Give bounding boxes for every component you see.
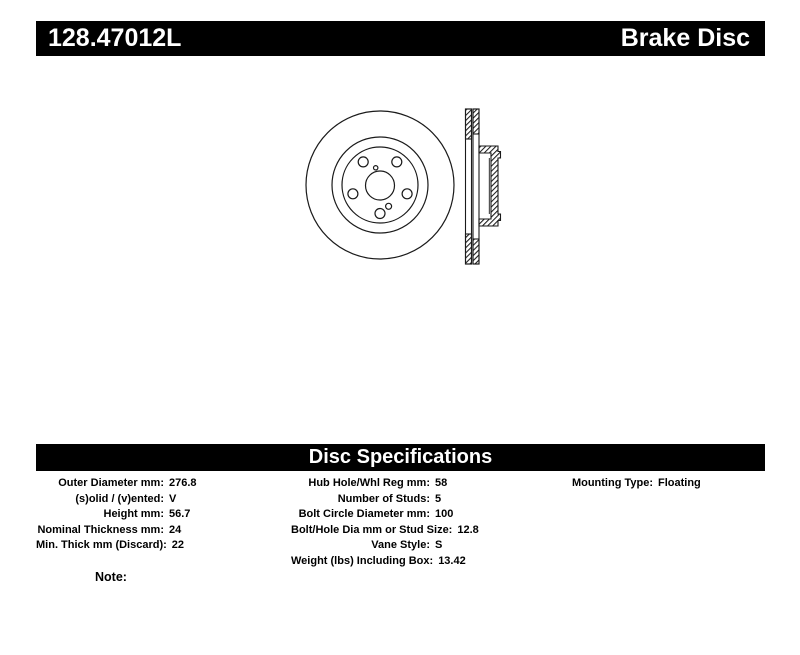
spec-section-title: Disc Specifications bbox=[308, 446, 493, 468]
spec-value: 5 bbox=[435, 492, 442, 505]
spec-column-left bbox=[36, 476, 291, 570]
stud-hole bbox=[392, 157, 402, 167]
spec-value: 13.42 bbox=[438, 554, 466, 567]
spec-value: S bbox=[435, 539, 443, 552]
inboard-plate-hatch-bottom bbox=[473, 239, 479, 264]
spec-value: 12.8 bbox=[457, 523, 479, 536]
spec-row bbox=[291, 476, 571, 492]
spec-row bbox=[36, 538, 291, 554]
stud-hole bbox=[402, 189, 412, 199]
spec-value: 22 bbox=[171, 539, 185, 552]
spec-value: 100 bbox=[435, 508, 454, 521]
center-hub-hole bbox=[366, 171, 395, 200]
disc-specifications-bar bbox=[36, 444, 765, 471]
part-number: 128.47012L bbox=[48, 24, 182, 52]
set-screw-hole bbox=[374, 166, 378, 170]
spec-label: Bolt Circle Diameter mm: bbox=[298, 508, 430, 521]
spec-row bbox=[291, 492, 571, 508]
spec-value: 56.7 bbox=[169, 508, 191, 521]
stud-hole bbox=[358, 157, 368, 167]
inboard-plate-hatch-top bbox=[473, 109, 479, 134]
spec-row bbox=[291, 507, 571, 523]
spec-value: 58 bbox=[435, 477, 448, 489]
spec-value: 24 bbox=[169, 523, 182, 536]
spec-label: Mounting Type: bbox=[571, 477, 653, 489]
hub-flange-circle bbox=[342, 147, 418, 223]
spec-label: Nominal Thickness mm: bbox=[37, 523, 164, 536]
spec-row bbox=[36, 507, 291, 523]
spec-row bbox=[571, 476, 765, 492]
spec-column-right bbox=[571, 476, 765, 570]
cross-section-view bbox=[466, 109, 501, 264]
spec-value: 276.8 bbox=[169, 477, 197, 489]
spec-label: (s)olid / (v)ented: bbox=[75, 492, 164, 505]
hat-section bbox=[479, 146, 501, 226]
outboard-plate-hatch-top bbox=[466, 109, 472, 139]
spec-label: Hub Hole/Whl Reg mm: bbox=[308, 477, 430, 489]
spec-row bbox=[291, 523, 571, 539]
spec-row bbox=[291, 554, 571, 570]
spec-label: Number of Studs: bbox=[337, 492, 430, 505]
spec-label: Min. Thick mm (Discard): bbox=[36, 539, 167, 552]
spec-label: Vane Style: bbox=[371, 539, 430, 552]
spec-table bbox=[36, 476, 765, 570]
outer-diameter-circle bbox=[306, 111, 454, 259]
spec-label: Weight (lbs) Including Box: bbox=[291, 554, 434, 567]
note-label: Note: bbox=[95, 570, 127, 584]
stud-hole bbox=[348, 189, 358, 199]
spec-column-middle bbox=[291, 476, 571, 570]
outboard-plate-hatch-bottom bbox=[466, 234, 472, 264]
front-view bbox=[306, 111, 454, 259]
stud-hole bbox=[375, 209, 385, 219]
spec-label: Bolt/Hole Dia mm or Stud Size: bbox=[291, 523, 453, 536]
spec-row bbox=[36, 476, 291, 492]
header-bar bbox=[36, 21, 765, 56]
spec-label: Height mm: bbox=[103, 508, 164, 521]
spec-value: V bbox=[169, 492, 177, 505]
spec-row bbox=[36, 523, 291, 539]
set-screw-hole bbox=[386, 203, 392, 209]
spec-label: Outer Diameter mm: bbox=[58, 477, 164, 489]
spec-row bbox=[36, 492, 291, 508]
product-title: Brake Disc bbox=[620, 24, 750, 52]
spec-value: Floating bbox=[658, 477, 701, 489]
spec-row bbox=[291, 538, 571, 554]
